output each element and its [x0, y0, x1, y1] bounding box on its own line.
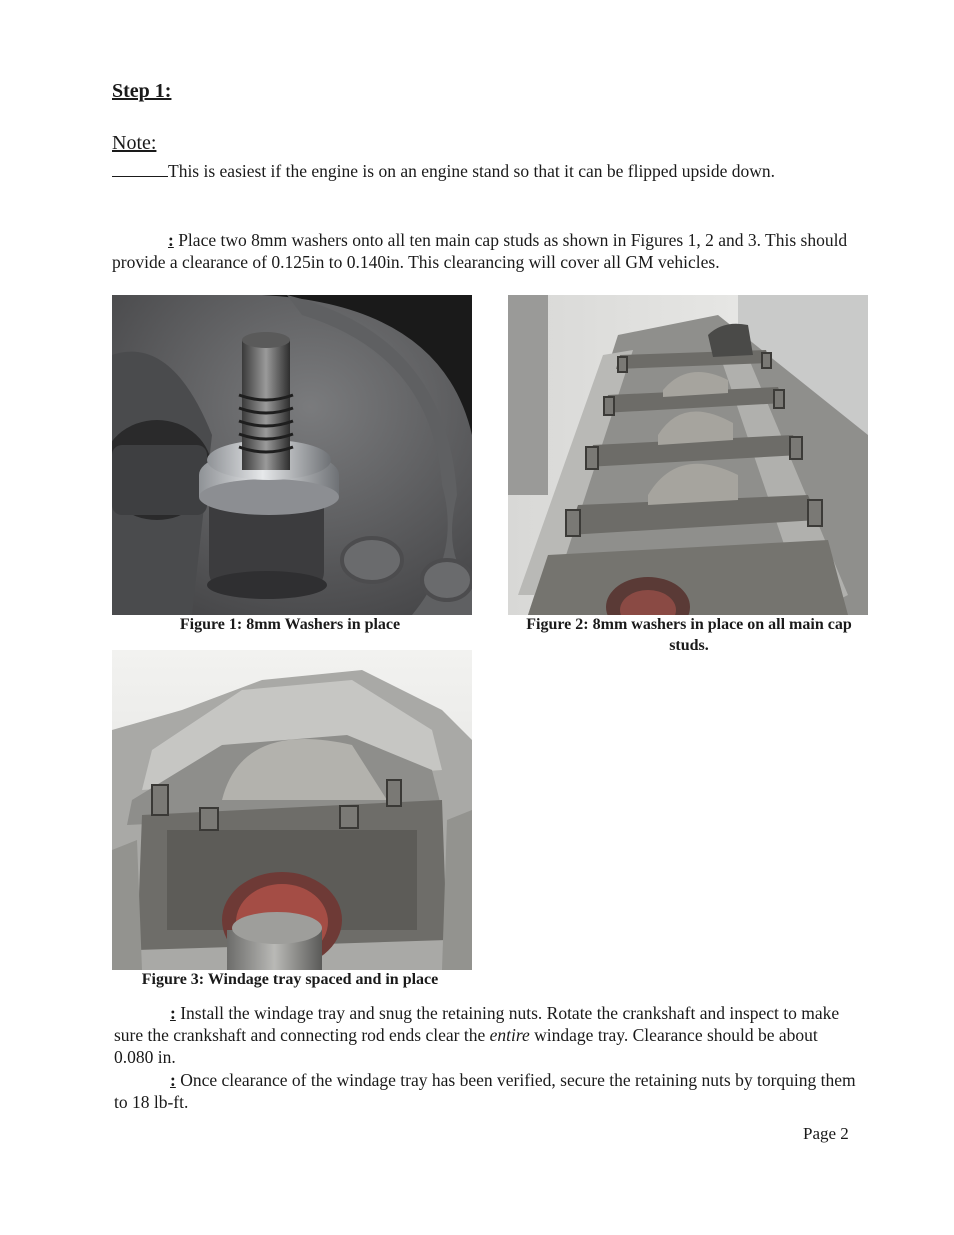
note-body: This is easiest if the engine is on an engine stand so that it can be flipped upside down.: [168, 161, 776, 181]
figure-2-caption: Figure 2: 8mm washers in place on all main cap studs.: [526, 616, 852, 654]
instruction-2-emphasis: entire: [489, 1025, 530, 1045]
instruction-2-marker: :: [170, 1003, 176, 1023]
instruction-1: [112, 229, 872, 273]
figure-1-caption: Figure 1: 8mm Washers in place: [179, 616, 401, 633]
instruction-2-text-b: windage tray. Clearance should be about 0.080 in.: [114, 1025, 818, 1067]
page-number: Page 2: [803, 1124, 849, 1143]
instruction-1-marker: :: [168, 230, 174, 250]
instruction-2: [114, 1002, 859, 1068]
note-blank-line: [112, 162, 168, 177]
note-title: Note:: [112, 132, 157, 154]
step-title: Step 1:: [112, 80, 172, 102]
figure-1-photo: [112, 295, 472, 615]
figure-3-photo: [112, 650, 472, 970]
instruction-2-text-a: Install the windage tray and snug the retaining nuts. Rotate the crankshaft and inspect to make sure the crankshaft and connecting rod ends clear the: [114, 1003, 840, 1045]
figure-3-caption: Figure 3: Windage tray spaced and in place: [141, 971, 439, 988]
instruction-3-marker: :: [170, 1070, 176, 1090]
instruction-3: [114, 1069, 859, 1113]
figure-2-photo: [508, 295, 868, 615]
instruction-3-text: Once clearance of the windage tray has been verified, secure the retaining nuts by torquing them to 18 lb-ft.: [114, 1070, 856, 1112]
note-text: [112, 160, 842, 182]
instruction-1-text: Place two 8mm washers onto all ten main cap studs as shown in Figures 1, 2 and 3. This should provide a clearance of 0.125in to 0.140in. This clearancing will cover all GM vehicles.: [112, 230, 848, 272]
